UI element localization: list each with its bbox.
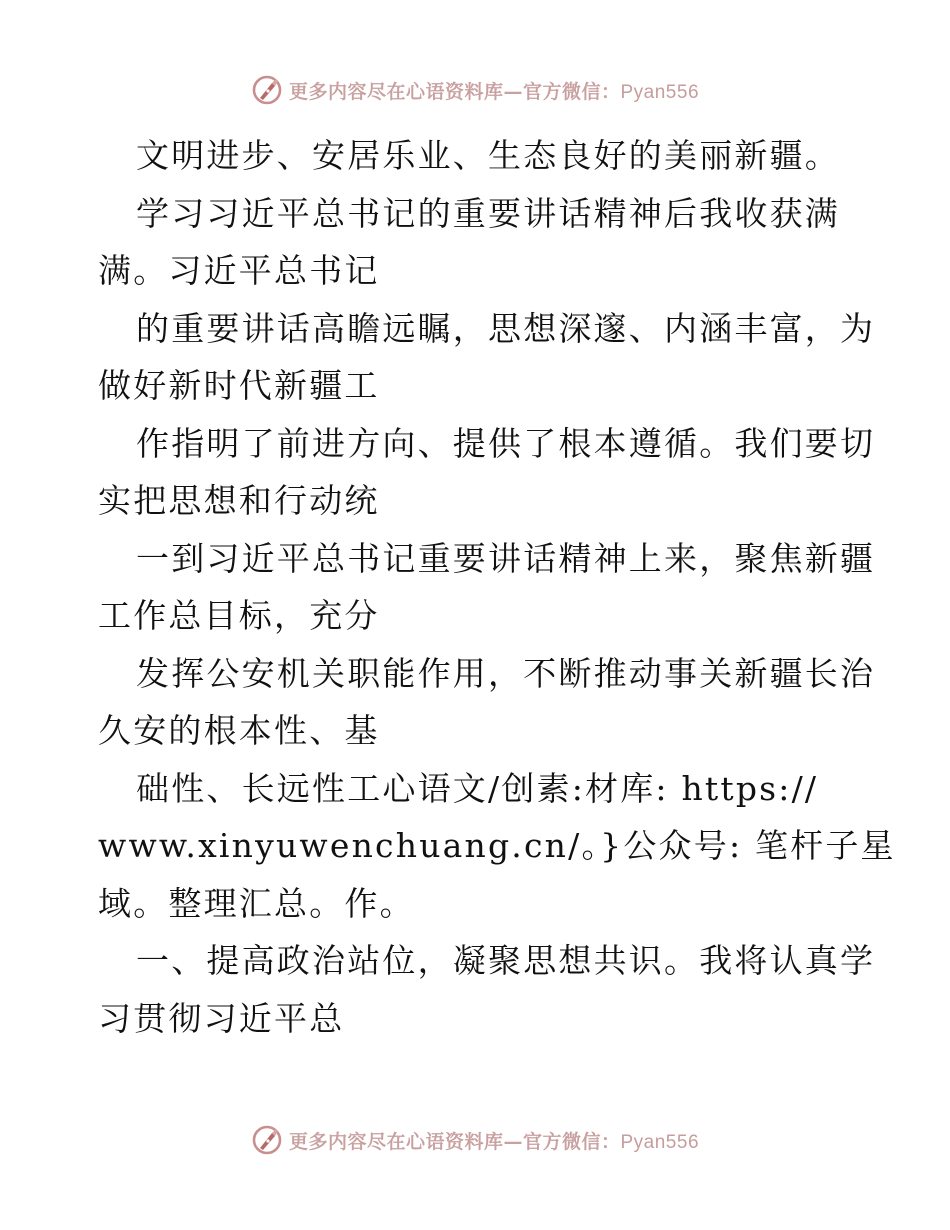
header-banner-text: 更多内容尽在心语资料库—官方微信：Pyan556 — [288, 80, 700, 103]
body-text-line: 做好新时代新疆工 — [98, 366, 380, 405]
body-text-line: 一到习近平总书记重要讲话精神上来，聚焦新疆 — [136, 538, 876, 578]
footer-banner-text: 更多内容尽在心语资料库—官方微信：Pyan556 — [288, 1130, 700, 1153]
body-text-line: 发挥公安机关职能作用，不断推动事关新疆长治 — [136, 653, 876, 693]
body-text-line: 习贯彻习近平总 — [98, 998, 345, 1038]
body-text-line: 础性、长远性工心语文/创素:材库: https:// — [136, 768, 819, 808]
body-text-line: 久安的根本性、基 — [98, 711, 380, 750]
pen-nib-logo-icon — [251, 1124, 283, 1156]
document-body — [98, 127, 896, 1047]
pen-nib-logo-icon — [251, 74, 283, 106]
body-text-line: 学习习近平总书记的重要讲话精神后我收获满 — [136, 193, 840, 233]
footer-banner — [0, 1120, 950, 1160]
header-banner — [0, 70, 950, 110]
body-text-line: 作指明了前进方向、提供了根本遵循。我们要切 — [136, 423, 876, 463]
body-text-line: www.xinyuwenchuang.cn/。}公众号: 笔杆子星 — [98, 826, 896, 865]
body-text-line: 满。习近平总书记 — [98, 251, 380, 290]
body-text-line: 域。整理汇总。作。 — [98, 883, 415, 923]
body-text-line: 文明进步、安居乐业、生态良好的美丽新疆。 — [136, 136, 840, 175]
header-wechat-id: Pyan556 — [620, 81, 700, 103]
body-text-line: 工作总目标，充分 — [98, 596, 380, 635]
footer-wechat-id: Pyan556 — [620, 1131, 700, 1153]
body-text-line: 实把思想和行动统 — [98, 481, 380, 520]
body-text-line: 一、提高政治站位，凝聚思想共识。我将认真学 — [136, 941, 876, 980]
body-text-line: 的重要讲话高瞻远瞩，思想深邃、内涵丰富，为 — [136, 308, 876, 348]
